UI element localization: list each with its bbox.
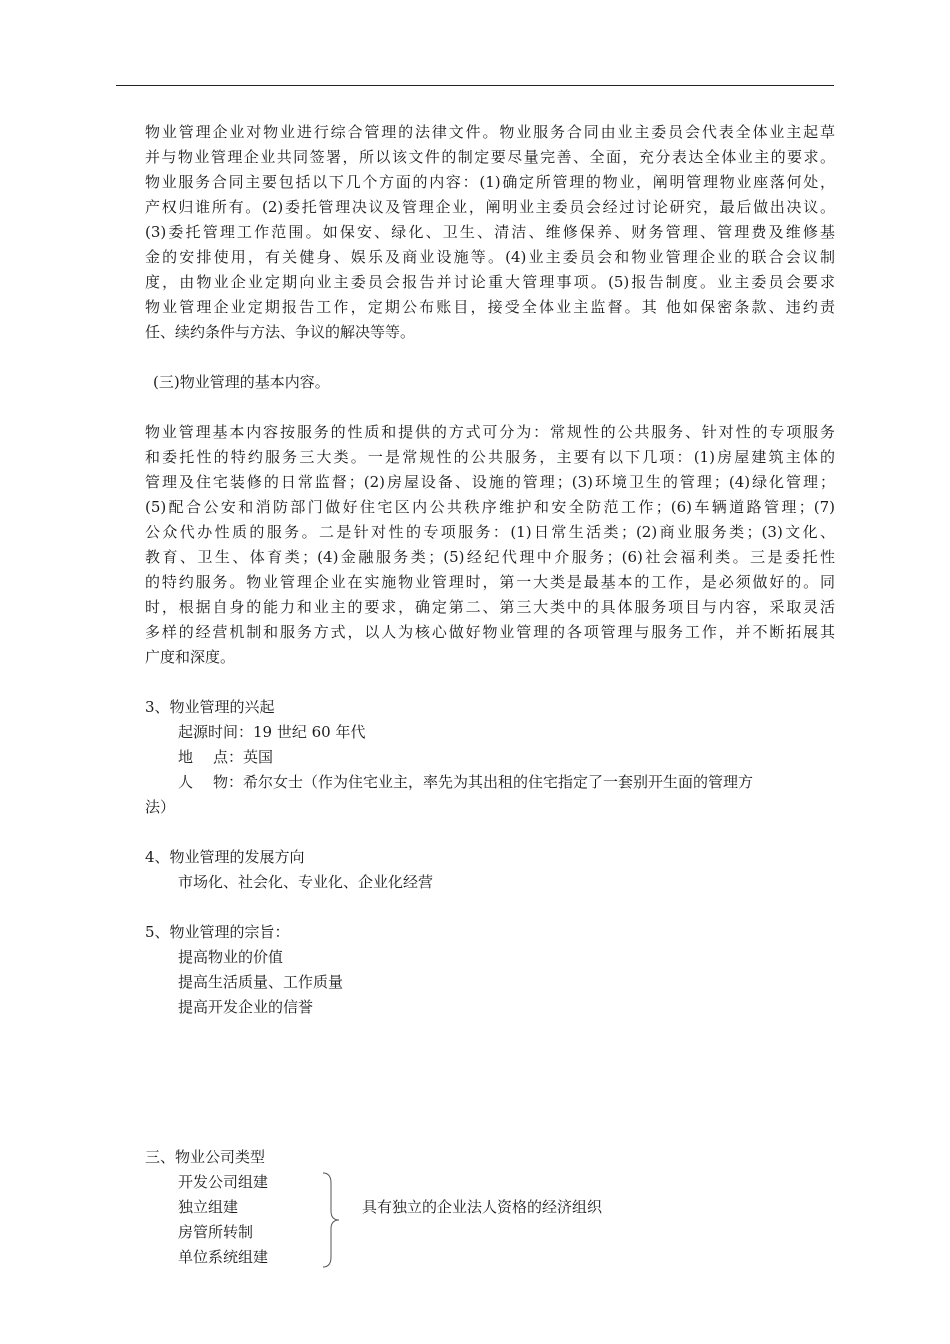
contract-paragraph (145, 120, 835, 345)
person-line (145, 770, 835, 795)
place-value: 英国 (243, 748, 274, 766)
paragraph-line: (5)配合公安和消防部门做好住宅区内公共秩序维护和安全防范工作；(6)车辆道路管理；(7) (145, 498, 835, 516)
person-value: 希尔女士（作为住宅业主，率先为其出租的住宅指定了一套别开生面的管理方 (243, 773, 754, 791)
paragraph-line: 公众代办性质的服务。二是针对性的专项服务：(1)日常生活类；(2)商业服务类；(3)文化、 (145, 523, 835, 541)
person-value-continued: 法） (145, 798, 176, 816)
company-types-heading: 三、物业公司类型 (145, 1148, 266, 1166)
paragraph-line: 多样的经营机制和服务方式，以人为核心做好物业管理的各项管理与服务工作，并不断拓展其 (145, 623, 835, 641)
paragraph-line: 管理及住宅装修的日常监督；(2)房屋设备、设施的管理；(3)环境卫生的管理；(4)绿化管理； (145, 473, 835, 491)
paragraph-line: 广度和深度。 (145, 648, 236, 666)
company-type-item: 独立组建 (178, 1198, 239, 1216)
paragraph-line: 度，由物业企业定期向业主委员会报告并讨论重大管理事项。(5)报告制度。业主委员会要求 (145, 273, 835, 291)
paragraph-line: 任、续约条件与方法、争议的解决等等。 (145, 323, 416, 341)
paragraph-line: 教育、卫生、体育类；(4)金融服务类；(5)经纪代理中介服务；(6)社会福利类。三是委托性 (145, 548, 835, 566)
direction-section (145, 845, 835, 895)
company-type-item: 开发公司组建 (178, 1173, 269, 1191)
direction-heading: 4、物业管理的发展方向 (145, 848, 305, 866)
origin-line (145, 720, 835, 745)
section-heading-basic-content: (三)物业管理的基本内容。 (153, 373, 330, 391)
purpose-heading: 5、物业管理的宗旨： (145, 923, 290, 941)
person-label: 人物 (178, 773, 228, 791)
company-type-item: 单位系统组建 (178, 1248, 269, 1266)
rise-heading: 3、物业管理的兴起 (145, 698, 275, 716)
place-label: 地点 (178, 748, 228, 766)
purpose-item: 提高生活质量、工作质量 (178, 973, 344, 991)
purpose-section (145, 920, 835, 1020)
direction-value: 市场化、社会化、专业化、企业化经营 (178, 873, 434, 891)
place-line (145, 745, 835, 770)
paragraph-line: 时，根据自身的能力和业主的要求，确定第二、第三大类中的具体服务项目与内容，采取灵活 (145, 598, 835, 616)
paragraph-line: 物业管理企业对物业进行综合管理的法律文件。物业服务合同由业主委员会代表全体业主起草 (145, 123, 835, 141)
header-rule (116, 85, 834, 86)
origin-label: 起源时间： (178, 723, 254, 741)
rise-section (145, 695, 835, 820)
company-type-item: 房管所转制 (178, 1223, 254, 1241)
paragraph-line: 物业服务合同主要包括以下几个方面的内容：(1)确定所管理的物业，阐明管理物业座落何处， (145, 173, 835, 191)
company-types-section (145, 1145, 835, 1270)
paragraph-line: 并与物业管理企业共同签署，所以该文件的制定要尽量完善、全面，充分表达全体业主的要求。 (145, 148, 835, 166)
place-colon: ： (228, 748, 244, 766)
paragraph-line: 物业管理企业定期报告工作，定期公布账目，接受全体业主监督。其 他如保密条款、违约责 (145, 298, 835, 316)
paragraph-line: (3)委托管理工作范围。如保安、绿化、卫生、清洁、维修保养、财务管理、管理费及维修基 (145, 223, 835, 241)
paragraph-line: 金的安排使用，有关健身、娱乐及商业设施等。(4)业主委员会和物业管理企业的联合会议制 (145, 248, 835, 266)
origin-value: 19 世纪 60 年代 (253, 723, 366, 741)
purpose-item: 提高开发企业的信誉 (178, 998, 314, 1016)
right-brace-icon (321, 1171, 343, 1269)
company-types-note: 具有独立的企业法人资格的经济组织 (362, 1198, 603, 1216)
paragraph-line: 产权归谁所有。(2)委托管理决议及管理企业，阐明业主委员会经过讨论研究，最后做出决议。 (145, 198, 835, 216)
paragraph-line: 物业管理基本内容按服务的性质和提供的方式可分为：常规性的公共服务、针对性的专项服务 (145, 423, 835, 441)
basic-content-paragraph (145, 420, 835, 670)
purpose-item: 提高物业的价值 (178, 948, 284, 966)
person-colon: ： (228, 773, 244, 791)
document-body (145, 120, 835, 1270)
paragraph-line: 的特约服务。物业管理企业在实施物业管理时，第一大类是最基本的工作，是必须做好的。同 (145, 573, 835, 591)
paragraph-line: 和委托性的特约服务三大类。一是常规性的公共服务，主要有以下几项：(1)房屋建筑主体的 (145, 448, 835, 466)
